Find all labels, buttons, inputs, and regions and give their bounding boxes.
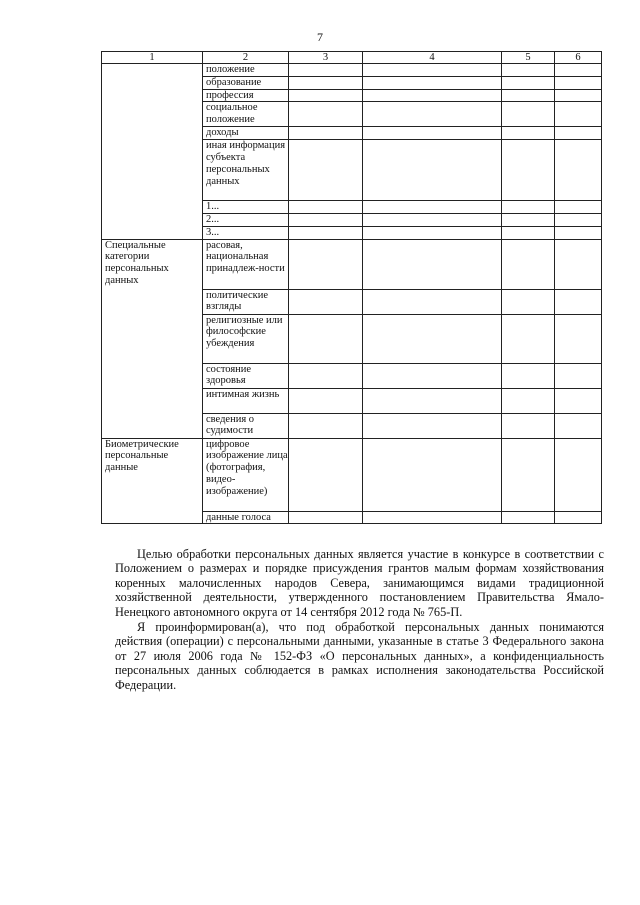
data-item: религиозные или философские убеждения [203,314,289,363]
data-item: расовая, национальная принадлеж-ности [203,239,289,289]
data-item: доходы [203,127,289,140]
category-biometric: Биометрические персональные данные [102,438,203,524]
column-header: 3 [289,52,363,64]
data-item: сведения о судимости [203,413,289,438]
data-item: политические взгляды [203,289,289,314]
data-item: социальное положение [203,102,289,127]
column-header: 5 [502,52,555,64]
data-item: положение [203,64,289,77]
data-item: 2... [203,213,289,226]
paragraph-consent: Я проинформирован(а), что под обработкой персональных данных понимаются действия (операции) с персональными данными, указанные в статье 3 Федерального закона от 27 июля 2006 года № 152-ФЗ «О персональных данных», а конфиденциальность персональных данных соблюдается в рамках исполнения законодательства Российской Федерации. [115,620,604,692]
data-item: 1... [203,201,289,214]
table-row [102,64,602,77]
column-header: 4 [363,52,502,64]
body-text [115,547,604,692]
data-item: образование [203,76,289,89]
page-number: 7 [317,30,323,44]
data-item: интимная жизнь [203,388,289,413]
data-item: состояние здоровья [203,363,289,388]
category-special: Специальные категории персональных данных [102,239,203,438]
data-item: данные голоса [203,511,289,524]
personal-data-table [101,51,602,524]
column-header: 6 [555,52,602,64]
data-item: профессия [203,89,289,102]
category-cell-empty [102,64,203,240]
data-item: иная информация субъекта персональных данных [203,140,289,201]
paragraph-purpose: Целью обработки персональных данных является участие в конкурсе в соответствии с Положением о размерах и порядке присуждения грантов малым формам хозяйствования коренных малочисленных народов Севера, занимающимся видами традиционной хозяйственной деятельности, утвержденного постановлением Правительства Ямало-Ненецкого автономного округа от 14 сентября 2012 года № 765-П. [115,547,604,619]
data-item: цифровое изображение лица (фотография, видео-изображение) [203,438,289,511]
table-row [102,239,602,289]
table-header-row [102,52,602,64]
table-row [102,438,602,511]
column-header: 2 [203,52,289,64]
column-header: 1 [102,52,203,64]
data-item: 3... [203,226,289,239]
